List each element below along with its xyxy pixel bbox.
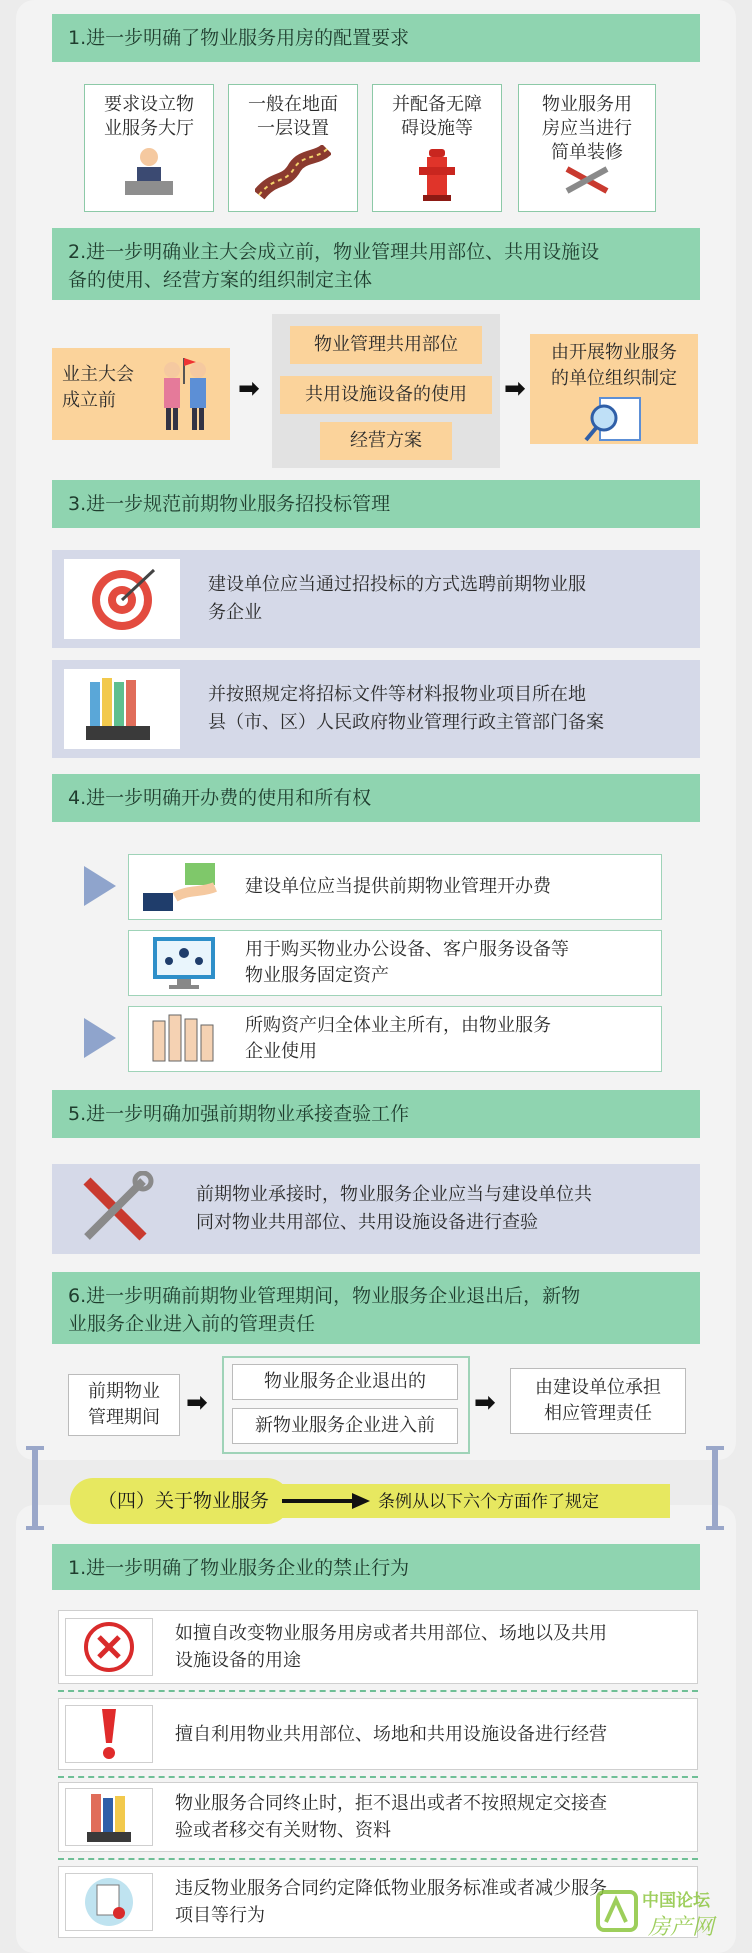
prohibition-row-2 <box>58 1698 698 1770</box>
person-at-desk-icon <box>119 145 179 199</box>
people-flag-icon <box>148 354 224 434</box>
box-text: 的单位组织制定 <box>551 368 677 389</box>
ban-line: 物业服务合同终止时，拒不退出或者不按照规定交接查 <box>175 1793 607 1814</box>
triangle-bullet-icon <box>84 1018 116 1058</box>
tools-icon <box>557 165 617 195</box>
row-line: 同对物业共用部位、共用设施设备进行查验 <box>196 1212 538 1233</box>
row-line: 务企业 <box>208 602 262 623</box>
tender-row-1 <box>52 550 700 648</box>
inspection-row <box>52 1164 700 1254</box>
fee-row-1 <box>128 854 662 920</box>
fee-icon-box <box>129 935 239 991</box>
section2-title-line: 备的使用、经营方案的组织制定主体 <box>68 269 373 291</box>
arrow-right-icon: ➡ <box>186 1388 208 1418</box>
card-text: 一层设置 <box>257 118 329 139</box>
ban-line: 验或者移交有关财物、资料 <box>175 1820 391 1841</box>
contract-stamp-icon <box>81 1875 137 1929</box>
prohibition-row-3 <box>58 1782 698 1852</box>
fee-text: 建设单位应当提供前期物业管理开办费 <box>245 876 551 897</box>
ban-icon-box <box>65 1873 153 1931</box>
card-service-hall <box>84 84 214 212</box>
divider-caption: 条例从以下六个方面作了规定 <box>378 1492 599 1512</box>
dashed-divider <box>58 1690 698 1692</box>
ban-text <box>159 1875 607 1929</box>
right-bracket-cap <box>706 1526 724 1530</box>
card-text: 房应当进行 <box>542 118 632 139</box>
box-text: 前期物业 <box>88 1381 160 1402</box>
prohibition-row-1 <box>58 1610 698 1684</box>
section5-header: 5.进一步明确加强前期物业承接查验工作 <box>52 1090 700 1138</box>
left-bracket-cap <box>26 1446 44 1450</box>
fee-icon-box <box>129 1011 239 1067</box>
ban-text: 擅自利用物业共用部位、场地和共用设施设备进行经营 <box>175 1723 607 1745</box>
ban-text <box>159 1620 607 1674</box>
ban-icon-box <box>65 1705 153 1763</box>
card-text: 一般在地面 <box>248 94 338 115</box>
row-line: 县（市、区）人民政府物业管理行政主管部门备案 <box>208 712 604 733</box>
card-ground-floor <box>228 84 358 212</box>
watermark-line: 房产网 <box>648 1915 715 1940</box>
section6-title-line: 6.进一步明确前期物业管理期间，物业服务企业退出后，新物 <box>68 1285 581 1307</box>
row-line: 并按照规定将招标文件等材料报物业项目所在地 <box>208 684 586 705</box>
box-text: 由开展物业服务 <box>551 342 677 363</box>
left-bracket-icon <box>32 1448 38 1530</box>
tools-icon <box>77 1171 157 1247</box>
fee-line: 物业服务固定资产 <box>245 965 389 986</box>
triangle-bullet-icon <box>84 866 116 906</box>
right-bracket-cap <box>706 1446 724 1450</box>
row-line: 建设单位应当通过招投标的方式选聘前期物业服 <box>208 574 586 595</box>
box-text: 成立前 <box>62 390 116 411</box>
files-icon <box>81 1790 137 1844</box>
arrow-right-icon: ➡ <box>474 1388 496 1418</box>
section3-header: 3.进一步规范前期物业服务招投标管理 <box>52 480 700 528</box>
document-magnifier-icon <box>578 396 650 442</box>
card-decoration <box>518 84 656 212</box>
row-icon-box <box>64 559 180 639</box>
road-icon <box>255 145 331 201</box>
card-text: 简单装修 <box>551 142 623 163</box>
long-arrow-icon <box>282 1491 372 1511</box>
box-text: 管理期间 <box>88 1407 160 1428</box>
ban-line: 如擅自改变物业服务用房或者共用部位、场地以及共用 <box>175 1623 607 1644</box>
dashed-divider <box>58 1776 698 1778</box>
row-icon-box <box>64 669 180 749</box>
section1-header: 1.进一步明确了物业服务用房的配置要求 <box>52 14 700 62</box>
fee-icon-box <box>129 859 239 915</box>
row-line: 前期物业承接时，物业服务企业应当与建设单位共 <box>196 1184 592 1205</box>
box-text: 业主大会 <box>62 364 134 385</box>
section4-header: 4.进一步明确开办费的使用和所有权 <box>52 774 700 822</box>
exclamation-icon <box>94 1707 124 1761</box>
early-period-box <box>68 1374 180 1436</box>
scheme-item: 物业管理共用部位 <box>290 326 482 364</box>
money-hand-icon <box>139 859 229 915</box>
fee-row-2 <box>128 930 662 996</box>
tender-row-2 <box>52 660 700 758</box>
dashed-divider <box>58 1858 698 1860</box>
section2-title-line: 2.进一步明确业主大会成立前，物业管理共用部位、共用设施设 <box>68 241 600 263</box>
card-text: 并配备无障 <box>392 94 482 115</box>
section7-header: 1.进一步明确了物业服务企业的禁止行为 <box>52 1544 700 1590</box>
row-text <box>180 681 622 737</box>
card-barrier-free <box>372 84 502 212</box>
monitor-team-icon <box>139 935 229 991</box>
ban-line: 项目等行为 <box>175 1905 265 1926</box>
fee-text <box>239 937 569 989</box>
organizer-box <box>530 334 698 444</box>
arrow-right-icon: ➡ <box>238 374 260 404</box>
cross-circle-icon <box>82 1620 136 1674</box>
fee-line: 所购资产归全体业主所有，由物业服务 <box>245 1015 551 1036</box>
section2-header <box>52 228 700 300</box>
fee-line: 用于购买物业办公设备、客户服务设备等 <box>245 939 569 960</box>
fee-line: 企业使用 <box>245 1041 317 1062</box>
watermark-line: 中国论坛 <box>642 1891 710 1911</box>
developer-responsibility-box <box>510 1368 686 1434</box>
fee-row-3 <box>128 1006 662 1072</box>
watermark <box>596 1866 746 1946</box>
arrow-right-icon: ➡ <box>504 374 526 404</box>
ban-line: 设施设备的用途 <box>175 1650 301 1671</box>
owner-meeting-box <box>52 348 230 440</box>
transition-item: 物业服务企业退出的 <box>232 1364 458 1400</box>
scheme-item: 经营方案 <box>320 422 452 460</box>
target-icon <box>82 564 162 634</box>
left-bracket-cap <box>26 1526 44 1530</box>
row-icon-box <box>72 1169 162 1249</box>
ban-icon-box <box>65 1788 153 1846</box>
card-text: 物业服务用 <box>542 94 632 115</box>
card-text: 碍设施等 <box>401 118 473 139</box>
row-text <box>180 571 604 627</box>
fee-text <box>239 1013 551 1065</box>
card-text: 要求设立物 <box>104 94 194 115</box>
fire-hydrant-icon <box>417 145 457 203</box>
transition-item: 新物业服务企业进入前 <box>232 1408 458 1444</box>
section6-title-line: 业服务企业进入前的管理责任 <box>68 1313 316 1335</box>
row-text <box>162 1181 610 1237</box>
section6-header <box>52 1272 700 1344</box>
right-bracket-icon <box>712 1448 718 1530</box>
ban-line: 违反物业服务合同约定降低物业服务标准或者减少服务 <box>175 1878 607 1899</box>
binders-icon <box>82 674 162 744</box>
card-text: 业服务大厅 <box>104 118 194 139</box>
section-pill: （四）关于物业服务 <box>70 1478 290 1524</box>
box-text: 相应管理责任 <box>544 1403 652 1424</box>
scheme-item: 共用设施设备的使用 <box>280 376 492 414</box>
box-text: 由建设单位承担 <box>535 1377 661 1398</box>
raised-fists-icon <box>139 1011 229 1067</box>
ban-icon-box <box>65 1618 153 1676</box>
watermark-logo-icon <box>596 1890 638 1932</box>
ban-text <box>159 1790 607 1844</box>
